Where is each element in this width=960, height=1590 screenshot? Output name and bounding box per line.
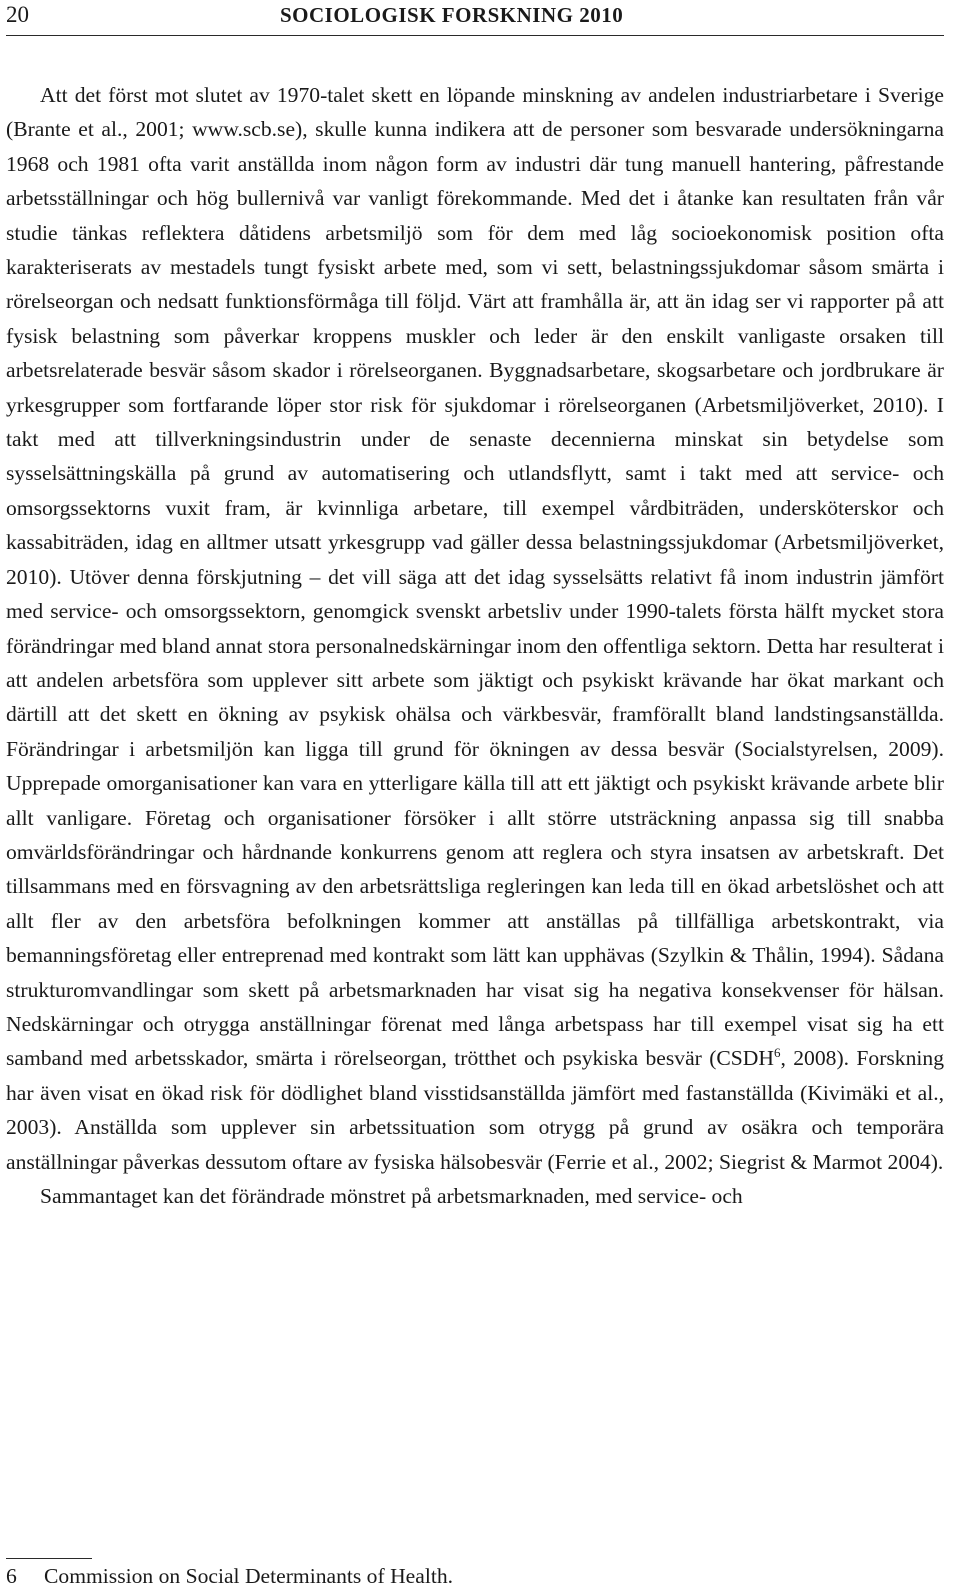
journal-title: SOCIOLOGISK FORSKNING 2010 bbox=[280, 3, 624, 27]
body-text bbox=[6, 78, 944, 1213]
footnote-reference[interactable]: 6 bbox=[774, 1045, 781, 1061]
paragraph-1-text-b: , 2008). Forskning har även visat en ökad risk för dödlighet bland visstidsanställda jämfört med fastanställda (Kivimäki et al., 2003). Anställda som upplever sin arbetssituation som otrygg på grund av osäkra och temporära anställningar påverkas dessutom oftare av fysiska hälsobesvär (Ferrie et al., 2002; Siegrist & Marmot 2004). bbox=[6, 1046, 944, 1174]
page-number: 20 bbox=[6, 2, 29, 27]
footnote-text: Commission on Social Determinants of Health. bbox=[44, 1564, 454, 1588]
footnote-rule bbox=[6, 1558, 92, 1559]
paragraph-2: Sammantaget kan det förändrade mönstret på arbetsmarknaden, med service- och bbox=[40, 1184, 743, 1208]
paragraph-1 bbox=[6, 78, 944, 1179]
footnote-number: 6 bbox=[6, 1564, 17, 1588]
running-header bbox=[6, 2, 944, 32]
header-rule bbox=[6, 35, 944, 36]
paragraph-1-text-a: Att det först mot slutet av 1970-talet skett en löpande minskning av andelen industriarbetare i Sverige (Brante et al., 2001; www.scb.se), skulle kunna indikera att de personer som besvarade undersökningarna 1968 och 1981 ofta varit anställda inom någon form av industri där tung manuell hantering, påfrestande arbetsställningar och hög bullernivå var vanligt förekommande. Med det i åtanke kan resultaten från vår studie tänkas reflektera dåtidens arbetsmiljö som för dem med låg socioekonomisk position ofta karakteriserats av mestadels tungt fysiskt arbete med, som vi sett, belastningssjukdomar såsom smärta i rörelseorgan och nedsatt funktionsförmåga till följd. Värt att framhålla är, att än idag ser vi rapporter på att fysisk belastning som påverkar kroppens muskler och leder är den enskilt vanligaste orsaken till arbetsrelaterade besvär såsom skador i rörelseorganen. Byggnadsarbetare, skogsarbetare och jordbrukare är yrkesgrupper som fortfarande löper stor risk för sjukdomar i rörelseorganen (Arbetsmiljöverket, 2010). I takt med att tillverkningsindustrin under de senaste decennierna minskat sin betydelse som sysselsättningskälla på grund av automatisering och utlandsflytt, samt i takt med att service- och omsorgssektorns vuxit fram, är kvinnliga arbetare, till exempel vårdbiträden, undersköterskor och kassabiträden, idag en alltmer utsatt yrkesgrupp vad gäller dessa belastningssjukdomar (Arbetsmiljöverket, 2010). Utöver denna förskjutning – det vill säga att det idag sysselsätts relativt få inom industrin jämfört med service- och omsorgssektorn, genomgick svenskt arbetsliv under 1990-talets första hälft mycket stora förändringar med bland annat stora personalnedskärningar inom den offentliga sektorn. Detta har resulterat i att andelen arbetsföra som upplever sitt arbete som jäktigt och psykiskt krävande har ökat markant och därtill att det skett en ökning av psykisk ohälsa och värkbesvär, framförallt bland landstingsanställda. Förändringar i arbetsmiljön kan ligga till grund för ökningen av dessa besvär (Socialstyrelsen, 2009). Upprepade omorganisationer kan vara en ytterligare källa till att ett jäktigt och psykiskt krävande arbete blir allt vanligare. Företag och organisationer försöker i allt större utsträckning anpassa sig till snabba omvärldsförändringar och hårdnande konkurrens genom att reglera och styra insatsen av arbetskraft. Det tillsammans med en försvagning av den arbetsrättsliga regleringen kan leda till en ökad arbetslöshet och att allt fler av den arbetsföra befolkningen kommer att anställas på tillfälliga arbetskontrakt, via bemanningsföretag eller entreprenad med kontrakt som lätt kan upphävas (Szylkin & Thålin, 1994). Sådana strukturomvandlingar som skett på arbetsmarknaden har visat sig ha negativa konsekvenser för hälsan. Nedskärningar och otrygga anställningar förenat med långa arbetspass har till exempel visat sig ha ett samband med arbetsskador, smärta i rörelseorgan, trötthet och psykiska besvär (CSDH bbox=[6, 83, 944, 1071]
footnote bbox=[6, 1562, 453, 1590]
